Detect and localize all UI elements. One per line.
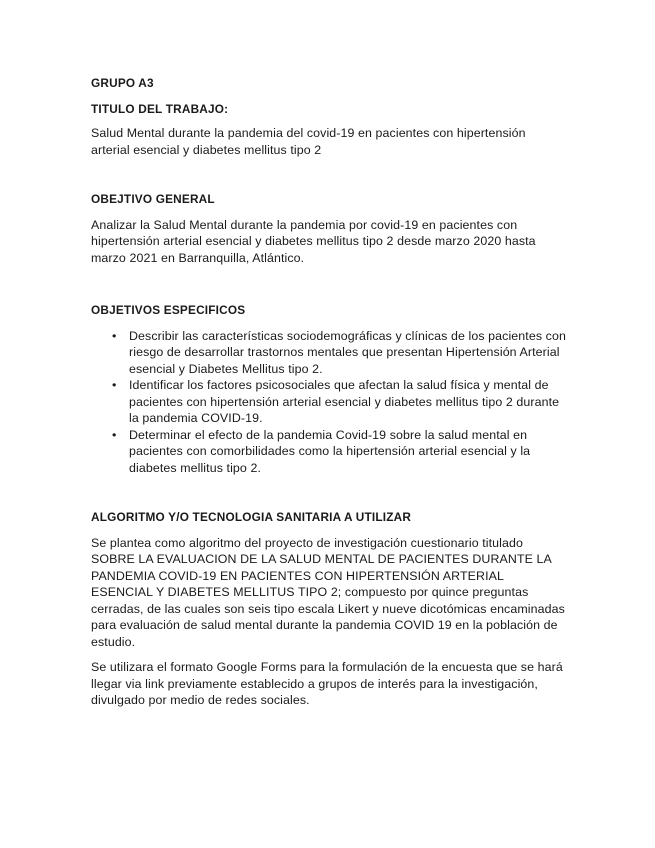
algorithm-paragraph-2: Se utilizara el formato Google Forms para la formulación de la encuesta que se hará llegar via link previamente establecido a grupos de interés para la investigación, divulgado por medio de redes sociales. <box>91 660 563 707</box>
bullet-icon: • <box>112 427 117 442</box>
algorithm-paragraph-1: Se plantea como algoritmo del proyecto de investigación cuestionario titulado SOBRE LA EVALUACION DE LA SALUD MENTAL DE PACIENTES DURANTE LA PANDEMIA COVID-19 EN PACIENTES CON HIPERTENSIÓN ARTERIAL ESENCIAL Y DIABETES MELLITUS TIPO 2; compuesto por quince preguntas cerradas, de las cuales son seis tipo escala Likert y nueve dicotómicas encaminadas para evaluación de salud mental durante la pandemia COVID 19 en la población de estudio. <box>91 535 565 649</box>
specific-objectives-list <box>91 328 566 477</box>
list-item-text: Identificar los factores psicosociales que afectan la salud física y mental de pacientes con hipertensión arterial esencial y diabetes mellitus tipo 2 durante la pandemia COVID-19. <box>129 378 560 425</box>
document-page <box>91 75 566 709</box>
group-label: GRUPO A3 <box>91 76 154 90</box>
title-text: Salud Mental durante la pandemia del covid-19 en pacientes con hipertensión arterial esencial y diabetes mellitus tipo 2 <box>91 126 526 157</box>
list-item-text: Determinar el efecto de la pandemia Covid-19 sobre la salud mental en pacientes con comorbilidades como la hipertensión arterial esencial y la diabetes mellitus tipo 2. <box>129 427 531 475</box>
list-item-text: Describir las características sociodemográficas y clínicas de los pacientes con riesgo de desarrollar trastornos mentales que presentan Hipertensión Arterial esencial y Diabetes Mellitus tipo 2. <box>129 328 566 376</box>
general-objective-heading: OBEJTIVO GENERAL <box>91 192 215 206</box>
general-objective-text: Analizar la Salud Mental durante la pandemia por covid-19 en pacientes con hipertensión arterial esencial y diabetes mellitus tipo 2 desde marzo 2020 hasta marzo 2021 en Barranquilla, Atlántico. <box>91 217 536 265</box>
algorithm-heading: ALGORITMO Y/O TECNOLOGIA SANITARIA A UTILIZAR <box>91 510 412 524</box>
list-item <box>91 328 566 378</box>
title-heading: TITULO DEL TRABAJO: <box>91 101 229 116</box>
list-item <box>91 427 566 477</box>
list-item <box>91 377 566 427</box>
bullet-icon: • <box>112 328 117 343</box>
specific-objectives-heading: OBJETIVOS ESPECIFICOS <box>91 303 246 317</box>
bullet-icon: • <box>112 378 117 392</box>
